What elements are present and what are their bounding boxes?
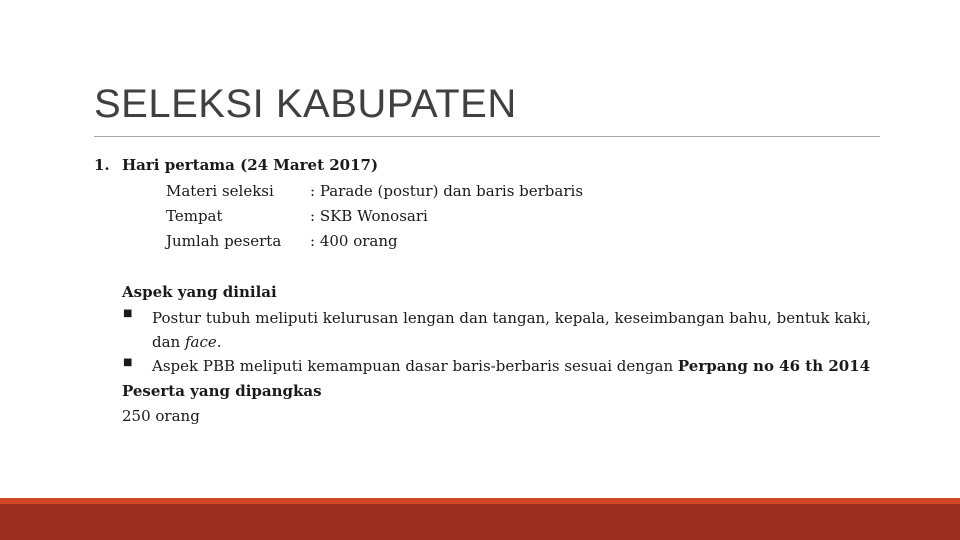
row-label-materi: Materi seleksi (166, 182, 274, 200)
row-value-tempat: : SKB Wonosari (310, 207, 428, 225)
list-number: 1. (94, 156, 110, 174)
regulation-ref: Perpang no 46 th 2014 (677, 357, 871, 375)
cut-value: 250 orang (122, 407, 200, 425)
aspect-item-2: Aspek PBB meliputi kemampuan dasar baris-berbaris sesuai dengan Perpang no 46 th 2014 (152, 357, 871, 375)
cut-heading: Peserta yang dipangkas (122, 382, 322, 400)
square-bullet-icon: ■ (123, 357, 133, 368)
italic-term: face (184, 333, 217, 351)
aspects-heading: Aspek yang dinilai (122, 283, 277, 301)
square-bullet-icon: ■ (123, 308, 133, 319)
aspect-item-1-line-2: dan face. (152, 333, 222, 351)
footer-bar (0, 504, 960, 540)
row-label-tempat: Tempat (166, 207, 223, 225)
row-value-materi: : Parade (postur) dan baris berbaris (310, 182, 584, 200)
row-value-jumlah: : 400 orang (310, 232, 398, 250)
row-label-jumlah: Jumlah peserta (166, 232, 282, 250)
aspect-item-1-line-1: Postur tubuh meliputi kelurusan lengan dan tangan, kepala, keseimbangan bahu, bentuk kaki, (152, 309, 872, 327)
slide-title: SELEKSI KABUPATEN (94, 82, 517, 126)
day-heading: Hari pertama (24 Maret 2017) (122, 156, 379, 174)
